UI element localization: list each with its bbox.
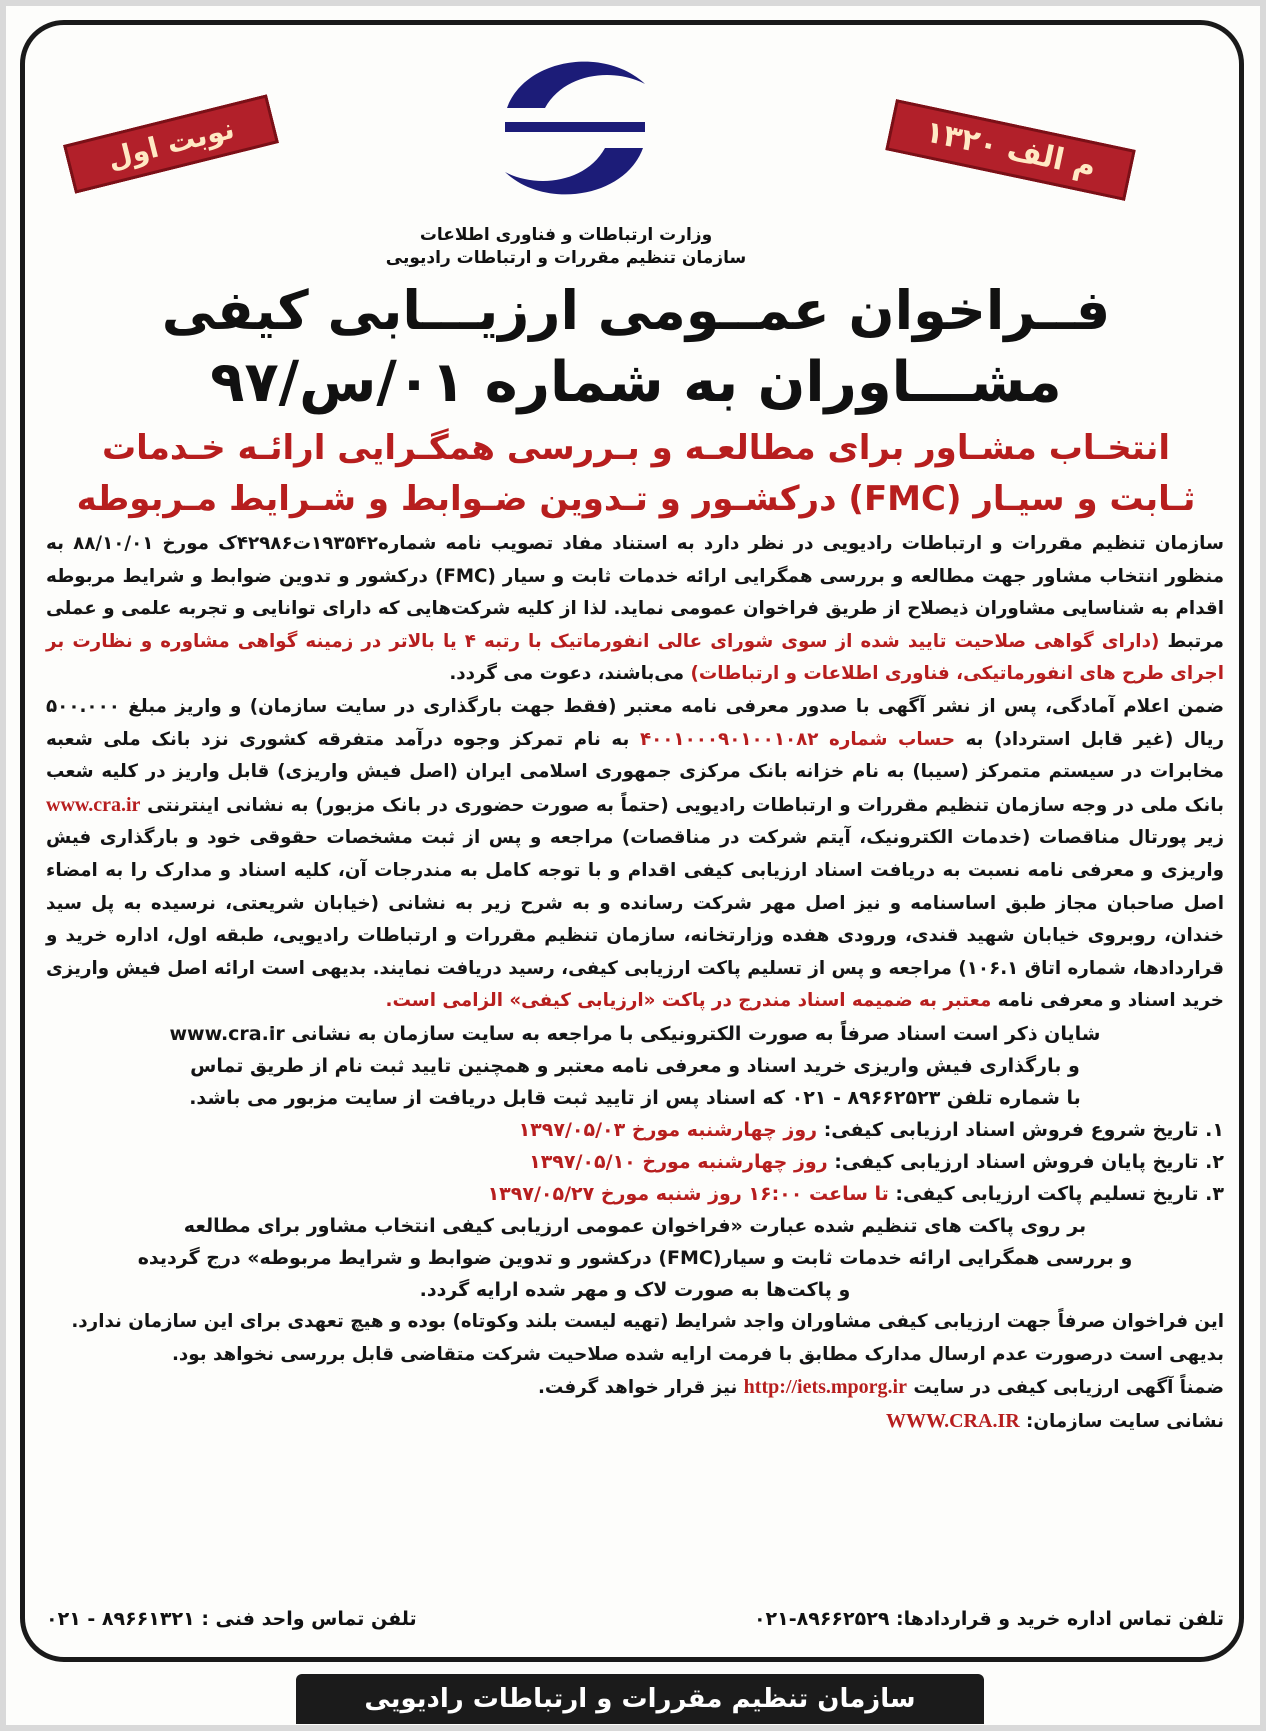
packet-line1: بر روی پاکت های تنظیم شده عبارت «فراخوان عمومی ارزیابی کیفی انتخاب مشاور برای مطالعه <box>183 1214 1087 1237</box>
ministry-logo-icon <box>485 38 665 218</box>
subtitle-line2: ثـابت و سیـار (FMC) درکشـور و تـدوین ضـوابط و شـرایط مـربوطه <box>76 479 1196 519</box>
announcement-body <box>46 528 1224 1438</box>
electronic-note <box>46 1018 1224 1114</box>
final-note-1: این فراخوان صرفاً جهت ارزیابی کیفی مشاوران واجد شرایط (تهیه لیست بلند وکوتاه) بوده و هیچ تعهدی برای این سازمان ندارد. <box>71 1310 1224 1332</box>
date-sales-end <box>46 1146 1224 1178</box>
note-line1: شایان ذکر است اسناد صرفاً به صورت الکترونیکی با مراجعه به سایت سازمان به نشانی www.cra.ir <box>169 1022 1101 1045</box>
date-submission <box>46 1178 1224 1210</box>
date2-value: روز چهارشنبه مورخ ۱۳۹۷/۰۵/۱۰ <box>529 1150 828 1173</box>
date1-label: ۱. تاریخ شروع فروش اسناد ارزیابی کیفی: <box>817 1118 1224 1141</box>
paragraph-procedure <box>46 691 1224 1018</box>
site-label: نشانی سایت سازمان: <box>1019 1410 1224 1432</box>
final3-text: ضمناً آگهی ارزیابی کیفی در سایت <box>906 1377 1224 1399</box>
stamp-first-round: نوبت اول <box>63 94 279 193</box>
date2-label: ۲. تاریخ پایان فروش اسناد ارزیابی کیفی: <box>827 1150 1224 1173</box>
account-number: حساب شماره ۴۰۰۱۰۰۰۹۰۱۰۰۱۰۸۲ <box>639 728 956 750</box>
date1-value: روز چهارشنبه مورخ ۱۳۹۷/۰۵/۰۳ <box>518 1118 818 1141</box>
intro-text: سازمان تنظیم مقررات و ارتباطات رادیویی در نظر دارد به استناد مفاد تصویب نامه شماره۱۹۳۵۴۲ت۴۲۹۸۶ک مورخ ۸۸/۱۰/۰۱ به منظور انتخاب مشاور جهت مطالعه و بررسی همگرایی ارائه خدمات ثابت و سیار (FMC) درکشور و تدوین ضوابط و شرایط مربوطه اقدام به شناسایی مشاوران ذیصلاح از طریق فراخوان عمومی نماید. لذا از کلیه شرکت‌هایی که دارای توانایی و تجربه علمی و عملی مرتبط <box>46 533 1225 652</box>
procedure-text: ضمن اعلام آمادگی، پس از نشر آگهی با صدور معرفی نامه معتبر (فقط جهت بارگذاری در سایت سازمان) و واریز مبلغ ۵۰۰.۰۰۰ ریال (غیر قابل استرداد) به <box>46 695 1225 750</box>
main-title-line2: مشـــاوران به شماره ۰۱/س/۹۷ <box>210 350 1062 415</box>
iets-link[interactable]: http://iets.mporg.ir <box>743 1376 907 1399</box>
date3-value: تا ساعت ۱۶:۰۰ روز شنبه مورخ ۱۳۹۷/۰۵/۲۷ <box>487 1182 889 1205</box>
note-line2: و بارگذاری فیش واریزی خرید اسناد و معرفی نامه معتبر و همچنین تایید ثبت نام از طریق تماس <box>190 1054 1080 1077</box>
contact-phones <box>46 1608 1224 1630</box>
technical-phone: تلفن تماس واحد فنی : ۸۹۶۶۱۳۲۱ - ۰۲۱ <box>46 1608 417 1630</box>
ministry-name: وزارت ارتباطات و فناوری اطلاعات <box>419 225 713 245</box>
final-note-3 <box>46 1371 1224 1405</box>
qualification-requirement: (دارای گواهی صلاحیت تایید شده از سوی شورای عالی انفورماتیک با رتبه ۴ یا بالاتر در زمینه گواهی مشاوره و نظارت بر اجرای طرح های انفورماتیکی، فناوری اطلاعات و ارتباطات) <box>46 630 1224 685</box>
paragraph-intro <box>46 528 1224 691</box>
note-line3: با شماره تلفن ۸۹۶۶۲۵۲۳ - ۰۲۱ که اسناد پس از تایید ثبت قابل دریافت از سایت مزبور می باشد. <box>189 1086 1081 1109</box>
footer-organization: سازمان تنظیم مقررات و ارتباطات رادیویی <box>296 1674 984 1724</box>
organization-name: سازمان تنظیم مقررات و ارتباطات رادیویی <box>385 248 747 268</box>
site-address <box>46 1405 1224 1439</box>
packet-line2: و بررسی همگرایی ارائه خدمات ثابت و سیار(FMC) درکشور و تدوین ضوابط و شرایط مربوطه» درج گردیده <box>137 1246 1133 1269</box>
final-note-2: بدیهی است درصورت عدم ارسال مدارک مطابق با فرمت ارایه شده صلاحیت شرکت متقاضی قابل بررسی نخواهد بود. <box>171 1343 1224 1365</box>
procedure-text-3: زیر پورتال مناقصات (خدمات الکترونیک، آیتم شرکت در مناقصات) مراجعه و پس از ثبت مشخصات حقوقی خود و بارگذاری فیش واریزی و معرفی نامه نسبت به دریافت اسناد ارزیابی کیفی اقدام و با توجه کامل به مندرجات آن، کلیه اسناد و مدارک را به امضاء اصل صاحبان مجاز طبق اساسنامه و نیز اصل مهر شرکت رسانده و به شرح زیر به نشانی (خیابان شریعتی، نرسیده به پل سید خندان، روبروی خیابان شهید قندی، ورودی هفده وزارتخانه، سازمان تنظیم مقررات و ارتباطات رادیویی، طبقه اول، اداره خرید و قراردادها، شماره اتاق ۱۰۶.۱) مراجعه و پس از تسلیم پاکت ارزیابی کیفی، رسید دریافت نمایند. بدیهی است ارائه اصل فیش واریزی خرید اسناد و معرفی نامه <box>46 827 1224 1012</box>
date-sales-start <box>46 1114 1224 1146</box>
packet-instruction <box>46 1210 1224 1306</box>
site-link[interactable]: WWW.CRA.IR <box>885 1409 1020 1432</box>
procedure-text-2: به نام تمرکز وجوه درآمد متفرقه کشوری نزد بانک ملی شعبه مخابرات در سیستم متمرکز (سیبا) به نام خزانه بانک مرکزی جمهوری اسلامی ایران (اصل فیش واریزی) قابل واریز در کلیه شعب بانک ملی در وجه سازمان تنظیم مقررات و ارتباطات رادیویی (حتماً به صورت حضوری در بانک مزبور) به نشانی اینترنتی <box>46 728 1224 816</box>
intro-text-end: می‌باشند، دعوت می گردد. <box>449 663 691 685</box>
packet-line3: و پاکت‌ها به صورت لاک و مهر شده ارایه گردد. <box>419 1278 851 1301</box>
date3-label: ۳. تاریخ تسلیم پاکت ارزیابی کیفی: <box>888 1182 1224 1205</box>
mandatory-note: معتبر به ضمیمه اسناد مندرج در پاکت «ارزیابی کیفی» الزامی است. <box>385 990 992 1012</box>
ministry-header <box>346 224 786 270</box>
purchase-phone: تلفن تماس اداره خرید و قراردادها: ۸۹۶۶۲۵۲۹-۰۲۱ <box>753 1608 1224 1630</box>
cra-link[interactable]: www.cra.ir <box>46 793 141 816</box>
advertisement-page <box>6 6 1260 1725</box>
subtitle-line1: انتخـاب مشـاور برای مطالعـه و بـررسی همگـرایی ارائـه خـدمات <box>101 428 1171 468</box>
main-title-line1: فــراخوان عمــومی ارزیـــابی کیفی <box>161 279 1111 342</box>
final3-text-end: نیز قرار خواهد گرفت. <box>537 1377 744 1399</box>
stamp-ad-number: م الف ۱۳۲۰ <box>885 99 1135 201</box>
